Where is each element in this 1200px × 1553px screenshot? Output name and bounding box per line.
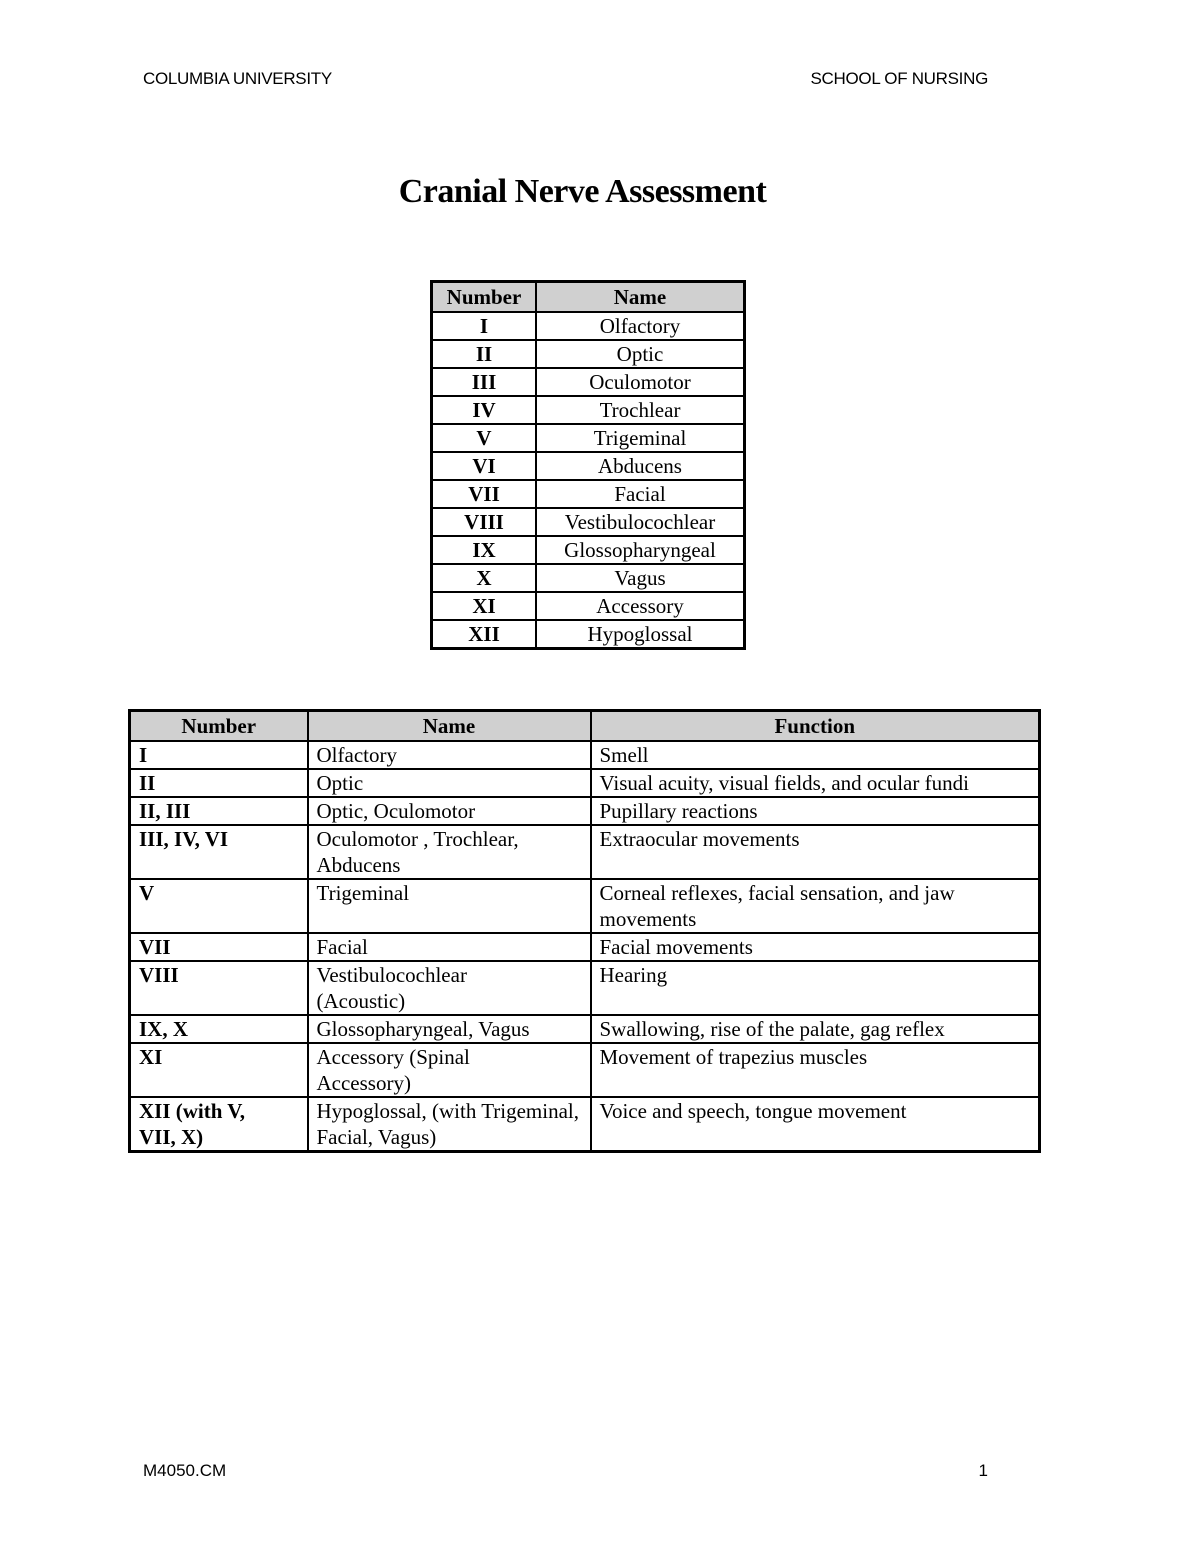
nerve-name: Glossopharyngeal: [536, 536, 745, 564]
nerve-number: VII: [432, 480, 537, 508]
nerve-number: IX, X: [130, 1015, 308, 1043]
nerve-name: Accessory: [536, 592, 745, 620]
nerve-number: XI: [432, 592, 537, 620]
nerve-name: Oculomotor: [536, 368, 745, 396]
page-number: 1: [978, 1461, 988, 1480]
nerve-name: Vagus: [536, 564, 745, 592]
nerve-number: II: [432, 340, 537, 368]
nerve-name: Hypoglossal: [536, 620, 745, 649]
nerve-name: Facial: [308, 933, 591, 961]
nerve-function: Visual acuity, visual fields, and ocular fundi: [591, 769, 1040, 797]
table-row: [432, 368, 745, 396]
table-row: [130, 1015, 1040, 1043]
table-row: [432, 340, 745, 368]
nerve-name: Olfactory: [536, 312, 745, 340]
table-row: [130, 825, 1040, 879]
nerve-function-table: [128, 709, 1041, 1153]
table-row: [130, 741, 1040, 769]
column-header-number: Number: [130, 711, 308, 742]
nerve-function: Corneal reflexes, facial sensation, and jaw movements: [591, 879, 1040, 933]
table-row: [432, 396, 745, 424]
table-row: [432, 564, 745, 592]
nerve-number: I: [130, 741, 308, 769]
nerve-function: Hearing: [591, 961, 1040, 1015]
table-row: [432, 480, 745, 508]
table-header-row: [432, 282, 745, 313]
table-row: [130, 797, 1040, 825]
nerve-name: Glossopharyngeal, Vagus: [308, 1015, 591, 1043]
nerve-number: XII: [432, 620, 537, 649]
table-row: [130, 879, 1040, 933]
table-row: [432, 592, 745, 620]
nerve-name: Hypoglossal, (with Trigeminal, Facial, Vagus): [308, 1097, 591, 1152]
table-row: [130, 933, 1040, 961]
nerve-name: Trigeminal: [308, 879, 591, 933]
nerve-name: Facial: [536, 480, 745, 508]
header-institution: COLUMBIA UNIVERSITY: [143, 69, 332, 88]
table-row: [130, 1097, 1040, 1152]
column-header-function: Function: [591, 711, 1040, 742]
nerve-name: Trochlear: [536, 396, 745, 424]
nerve-number: VI: [432, 452, 537, 480]
table-row: [130, 961, 1040, 1015]
nerve-name: Optic, Oculomotor: [308, 797, 591, 825]
header-school: SCHOOL OF NURSING: [810, 69, 988, 88]
nerve-number: II: [130, 769, 308, 797]
nerve-number: I: [432, 312, 537, 340]
nerve-number: VIII: [130, 961, 308, 1015]
table-row: [130, 769, 1040, 797]
nerve-name: Accessory (Spinal Accessory): [308, 1043, 591, 1097]
column-header-name: Name: [308, 711, 591, 742]
nerve-function: Movement of trapezius muscles: [591, 1043, 1040, 1097]
table-header-row: [130, 711, 1040, 742]
nerve-name: Vestibulocochlear: [536, 508, 745, 536]
nerve-number: III: [432, 368, 537, 396]
nerve-name: Oculomotor , Trochlear, Abducens: [308, 825, 591, 879]
page-title: Cranial Nerve Assessment: [398, 173, 767, 210]
nerve-number: V: [130, 879, 308, 933]
nerve-number: III, IV, VI: [130, 825, 308, 879]
table-row: [432, 312, 745, 340]
nerve-name-table: [430, 280, 746, 650]
nerve-function: Swallowing, rise of the palate, gag reflex: [591, 1015, 1040, 1043]
nerve-name: Optic: [536, 340, 745, 368]
nerve-number: XII (with V, VII, X): [130, 1097, 308, 1152]
nerve-function: Extraocular movements: [591, 825, 1040, 879]
table-row: [432, 620, 745, 649]
nerve-name: Abducens: [536, 452, 745, 480]
table-row: [432, 452, 745, 480]
nerve-name: Optic: [308, 769, 591, 797]
nerve-number: V: [432, 424, 537, 452]
nerve-function: Voice and speech, tongue movement: [591, 1097, 1040, 1152]
nerve-name: Olfactory: [308, 741, 591, 769]
nerve-function: Pupillary reactions: [591, 797, 1040, 825]
nerve-number: X: [432, 564, 537, 592]
table-row: [432, 508, 745, 536]
nerve-number: IX: [432, 536, 537, 564]
footer-course-code: M4050.CM: [143, 1461, 227, 1480]
nerve-number: VIII: [432, 508, 537, 536]
table-row: [432, 424, 745, 452]
table-row: [130, 1043, 1040, 1097]
column-header-name: Name: [536, 282, 745, 313]
nerve-function: Facial movements: [591, 933, 1040, 961]
table-row: [432, 536, 745, 564]
column-header-number: Number: [432, 282, 537, 313]
nerve-number: II, III: [130, 797, 308, 825]
nerve-number: IV: [432, 396, 537, 424]
nerve-name: Trigeminal: [536, 424, 745, 452]
nerve-number: XI: [130, 1043, 308, 1097]
nerve-number: VII: [130, 933, 308, 961]
nerve-function: Smell: [591, 741, 1040, 769]
nerve-name: Vestibulocochlear (Acoustic): [308, 961, 591, 1015]
